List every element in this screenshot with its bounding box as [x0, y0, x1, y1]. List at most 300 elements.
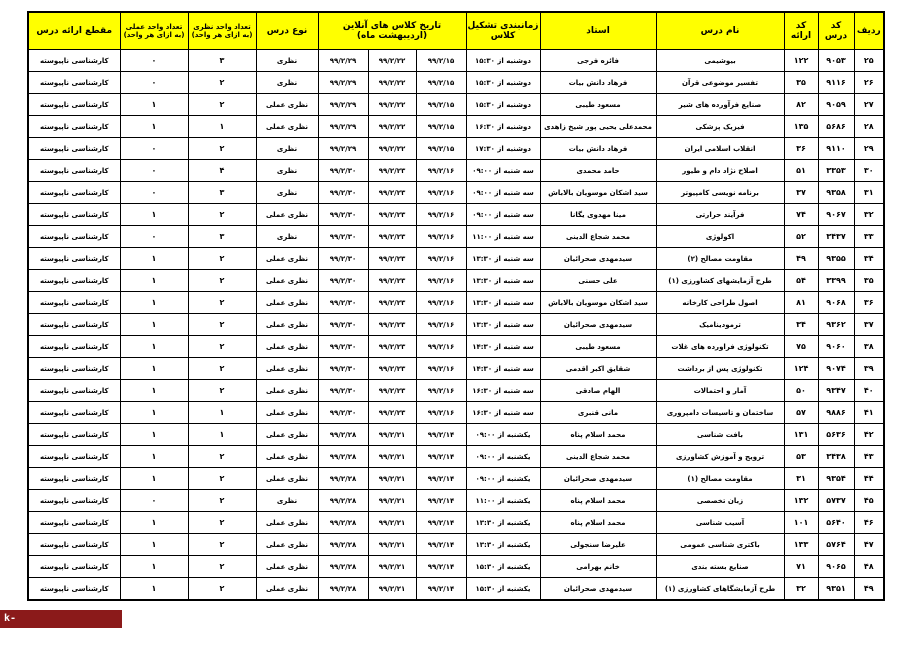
offer-code-cell: ۵۷: [784, 402, 818, 424]
row-number-cell: ۴۹: [854, 578, 884, 601]
course-code-cell: ۹۰۶۷: [818, 204, 854, 226]
row-number-cell: ۳۹: [854, 358, 884, 380]
schedule-cell: سه شنبه از ۱۶:۳۰: [466, 402, 540, 424]
offer-code-cell: ۱۳۳: [784, 534, 818, 556]
level-cell: کارشناسی ناپیوسته: [28, 380, 120, 402]
row-number-cell: ۴۴: [854, 468, 884, 490]
course-type-cell: نظری عملی: [256, 512, 318, 534]
course-name-cell: بیوشیمی: [656, 50, 784, 72]
instructor-cell: فرهاد دانش بیات: [540, 72, 656, 94]
course-name-cell: تفسیر موضوعی قرآن: [656, 72, 784, 94]
online-date-3-cell: ۹۹/۲/۲۸: [318, 556, 368, 578]
practical-units-cell: ۱: [120, 468, 188, 490]
schedule-cell: یکشنبه از ۱۱:۰۰: [466, 490, 540, 512]
course-name-cell: صنایع فرآورده های شیر: [656, 94, 784, 116]
online-date-1-cell: ۹۹/۲/۱۵: [416, 94, 466, 116]
course-code-cell: ۹۰۶۰: [818, 336, 854, 358]
theory-units-cell: ۲: [188, 556, 256, 578]
online-date-3-cell: ۹۹/۲/۲۹: [318, 138, 368, 160]
online-date-1-cell: ۹۹/۲/۱۶: [416, 402, 466, 424]
instructor-cell: سیدمهدی صحرائیان: [540, 248, 656, 270]
course-name-cell: اکولوژی: [656, 226, 784, 248]
course-type-cell: نظری: [256, 490, 318, 512]
table-row: [28, 160, 884, 182]
instructor-cell: مسعود طیبی: [540, 94, 656, 116]
online-date-2-cell: ۹۹/۲/۲۳: [368, 204, 416, 226]
online-date-3-cell: ۹۹/۲/۲۸: [318, 534, 368, 556]
online-date-1-cell: ۹۹/۲/۱۶: [416, 226, 466, 248]
offer-code-cell: ۷۵: [784, 336, 818, 358]
level-cell: کارشناسی ناپیوسته: [28, 72, 120, 94]
offer-code-cell: ۵۳: [784, 446, 818, 468]
online-date-1-cell: ۹۹/۲/۱۶: [416, 248, 466, 270]
theory-units-cell: ۲: [188, 204, 256, 226]
schedule-cell: دوشنبه از ۱۵:۳۰: [466, 72, 540, 94]
level-cell: کارشناسی ناپیوسته: [28, 314, 120, 336]
practical-units-cell: ۱: [120, 270, 188, 292]
online-date-3-cell: ۹۹/۲/۳۰: [318, 358, 368, 380]
course-name-cell: اصلاح نژاد دام و طیور: [656, 160, 784, 182]
schedule-cell: یکشنبه از ۱۵:۳۰: [466, 578, 540, 601]
table-row: [28, 512, 884, 534]
theory-units-cell: ۳: [188, 50, 256, 72]
course-name-cell: مقاومت مصالح (۱): [656, 468, 784, 490]
online-date-1-cell: ۹۹/۲/۱۵: [416, 138, 466, 160]
theory-units-cell: ۲: [188, 446, 256, 468]
course-code-cell: ۹۰۶۸: [818, 292, 854, 314]
schedule-cell: دوشنبه از ۱۶:۳۰: [466, 116, 540, 138]
online-date-1-cell: ۹۹/۲/۱۴: [416, 490, 466, 512]
table-row: [28, 270, 884, 292]
practical-units-cell: ۰: [120, 72, 188, 94]
online-date-2-cell: ۹۹/۲/۲۳: [368, 358, 416, 380]
row-number-cell: ۴۰: [854, 380, 884, 402]
row-number-cell: ۴۷: [854, 534, 884, 556]
offer-code-cell: ۵۰: [784, 380, 818, 402]
table-row: [28, 380, 884, 402]
online-date-1-cell: ۹۹/۲/۱۵: [416, 116, 466, 138]
course-name-cell: تکنولوژی پس از برداشت: [656, 358, 784, 380]
level-cell: کارشناسی ناپیوسته: [28, 248, 120, 270]
instructor-cell: محمد اسلام پناه: [540, 512, 656, 534]
level-cell: کارشناسی ناپیوسته: [28, 226, 120, 248]
online-date-2-cell: ۹۹/۲/۲۲: [368, 138, 416, 160]
online-date-3-cell: ۹۹/۲/۳۰: [318, 204, 368, 226]
practical-units-cell: ۱: [120, 358, 188, 380]
course-type-cell: نظری عملی: [256, 248, 318, 270]
level-cell: کارشناسی ناپیوسته: [28, 182, 120, 204]
schedule-cell: سه شنبه از ۰۹:۰۰: [466, 160, 540, 182]
online-date-1-cell: ۹۹/۲/۱۴: [416, 468, 466, 490]
course-name-cell: ترمودینامیک: [656, 314, 784, 336]
level-cell: کارشناسی ناپیوسته: [28, 336, 120, 358]
online-date-2-cell: ۹۹/۲/۲۳: [368, 380, 416, 402]
instructor-cell: محمدعلی یحیی پور شیخ زاهدی: [540, 116, 656, 138]
online-date-1-cell: ۹۹/۲/۱۶: [416, 204, 466, 226]
online-date-2-cell: ۹۹/۲/۲۲: [368, 50, 416, 72]
online-date-2-cell: ۹۹/۲/۲۱: [368, 424, 416, 446]
online-date-2-cell: ۹۹/۲/۲۳: [368, 182, 416, 204]
online-date-3-cell: ۹۹/۲/۲۸: [318, 424, 368, 446]
row-number-cell: ۲۵: [854, 50, 884, 72]
table-row: [28, 50, 884, 72]
header-course-code: کد درس: [818, 12, 854, 50]
row-number-cell: ۲۹: [854, 138, 884, 160]
offer-code-cell: ۱۳۲: [784, 490, 818, 512]
practical-units-cell: ۱: [120, 336, 188, 358]
offer-code-cell: ۸۲: [784, 94, 818, 116]
level-cell: کارشناسی ناپیوسته: [28, 490, 120, 512]
schedule-cell: یکشنبه از ۰۹:۰۰: [466, 424, 540, 446]
practical-units-cell: ۰: [120, 226, 188, 248]
level-cell: کارشناسی ناپیوسته: [28, 402, 120, 424]
course-type-cell: نظری عملی: [256, 446, 318, 468]
course-type-cell: نظری عملی: [256, 534, 318, 556]
instructor-cell: محمد شجاع الدینی: [540, 226, 656, 248]
row-number-cell: ۳۱: [854, 182, 884, 204]
practical-units-cell: ۱: [120, 116, 188, 138]
online-date-2-cell: ۹۹/۲/۲۲: [368, 72, 416, 94]
level-cell: کارشناسی ناپیوسته: [28, 468, 120, 490]
course-name-cell: فرآیند حرارتی: [656, 204, 784, 226]
schedule-cell: یکشنبه از ۰۹:۰۰: [466, 468, 540, 490]
table-row: [28, 314, 884, 336]
row-number-cell: ۳۰: [854, 160, 884, 182]
online-date-3-cell: ۹۹/۲/۳۰: [318, 182, 368, 204]
instructor-cell: محمد اسلام پناه: [540, 424, 656, 446]
row-number-cell: ۴۳: [854, 446, 884, 468]
practical-units-cell: ۱: [120, 402, 188, 424]
row-number-cell: ۳۴: [854, 248, 884, 270]
course-schedule-sheet: [27, 11, 883, 609]
practical-units-cell: ۰: [120, 50, 188, 72]
course-code-cell: ۹۳۵۵: [818, 248, 854, 270]
table-row: [28, 402, 884, 424]
course-type-cell: نظری: [256, 160, 318, 182]
table-row: [28, 292, 884, 314]
practical-units-cell: ۱: [120, 578, 188, 601]
course-table: [27, 11, 885, 601]
course-code-cell: ۹۱۱۰: [818, 138, 854, 160]
theory-units-cell: ۲: [188, 72, 256, 94]
theory-units-cell: ۲: [188, 512, 256, 534]
table-row: [28, 116, 884, 138]
table-row: [28, 94, 884, 116]
theory-units-cell: ۲: [188, 292, 256, 314]
table-row: [28, 578, 884, 601]
level-cell: کارشناسی ناپیوسته: [28, 138, 120, 160]
online-date-3-cell: ۹۹/۲/۲۹: [318, 116, 368, 138]
online-date-3-cell: ۹۹/۲/۳۰: [318, 226, 368, 248]
course-name-cell: بافت شناسی: [656, 424, 784, 446]
instructor-cell: سیدمهدی صحرائیان: [540, 314, 656, 336]
table-row: [28, 248, 884, 270]
table-row: [28, 534, 884, 556]
table-row: [28, 490, 884, 512]
theory-units-cell: ۲: [188, 138, 256, 160]
course-type-cell: نظری عملی: [256, 358, 318, 380]
theory-units-cell: ۲: [188, 534, 256, 556]
online-date-2-cell: ۹۹/۲/۲۱: [368, 578, 416, 601]
offer-code-cell: ۳۶: [784, 138, 818, 160]
instructor-cell: محمد اسلام پناه: [540, 490, 656, 512]
row-number-cell: ۳۳: [854, 226, 884, 248]
online-date-2-cell: ۹۹/۲/۲۳: [368, 336, 416, 358]
online-date-2-cell: ۹۹/۲/۲۱: [368, 512, 416, 534]
online-date-1-cell: ۹۹/۲/۱۶: [416, 270, 466, 292]
online-date-2-cell: ۹۹/۲/۲۱: [368, 468, 416, 490]
course-code-cell: ۳۴۳۷: [818, 226, 854, 248]
schedule-cell: دوشنبه از ۱۵:۳۰: [466, 50, 540, 72]
course-type-cell: نظری عملی: [256, 556, 318, 578]
online-date-3-cell: ۹۹/۲/۳۰: [318, 292, 368, 314]
site-watermark: k-shahryar.tvu.ac.ir: [0, 610, 122, 628]
online-date-1-cell: ۹۹/۲/۱۶: [416, 182, 466, 204]
offer-code-cell: ۸۱: [784, 292, 818, 314]
level-cell: کارشناسی ناپیوسته: [28, 534, 120, 556]
header-schedule: زمانبندی تشکیل کلاس: [466, 12, 540, 50]
row-number-cell: ۴۱: [854, 402, 884, 424]
course-name-cell: باکتری شناسی عمومی: [656, 534, 784, 556]
instructor-cell: مینا مهدوی یگانا: [540, 204, 656, 226]
offer-code-cell: ۷۱: [784, 556, 818, 578]
level-cell: کارشناسی ناپیوسته: [28, 160, 120, 182]
course-type-cell: نظری عملی: [256, 336, 318, 358]
table-row: [28, 446, 884, 468]
online-date-3-cell: ۹۹/۲/۲۹: [318, 94, 368, 116]
practical-units-cell: ۰: [120, 160, 188, 182]
practical-units-cell: ۱: [120, 248, 188, 270]
online-date-3-cell: ۹۹/۲/۳۰: [318, 270, 368, 292]
course-type-cell: نظری عملی: [256, 578, 318, 601]
practical-units-cell: ۱: [120, 204, 188, 226]
theory-units-cell: ۲: [188, 94, 256, 116]
online-date-1-cell: ۹۹/۲/۱۶: [416, 336, 466, 358]
course-type-cell: نظری عملی: [256, 314, 318, 336]
theory-units-cell: ۱: [188, 116, 256, 138]
course-code-cell: ۵۶۸۶: [818, 116, 854, 138]
online-date-1-cell: ۹۹/۲/۱۶: [416, 358, 466, 380]
online-date-3-cell: ۹۹/۲/۳۰: [318, 314, 368, 336]
online-date-1-cell: ۹۹/۲/۱۴: [416, 556, 466, 578]
table-row: [28, 468, 884, 490]
theory-units-cell: ۲: [188, 270, 256, 292]
header-offer-code: کد ارائه: [784, 12, 818, 50]
course-name-cell: برنامه نویسی کامپیوتر: [656, 182, 784, 204]
schedule-cell: سه شنبه از ۱۴:۳۰: [466, 358, 540, 380]
theory-units-cell: ۳: [188, 226, 256, 248]
online-date-2-cell: ۹۹/۲/۲۳: [368, 160, 416, 182]
course-name-cell: آسیب شناسی: [656, 512, 784, 534]
course-type-cell: نظری عملی: [256, 94, 318, 116]
course-name-cell: مقاومت مصالح (۲): [656, 248, 784, 270]
theory-units-cell: ۱: [188, 402, 256, 424]
online-date-2-cell: ۹۹/۲/۲۳: [368, 226, 416, 248]
schedule-cell: سه شنبه از ۱۴:۳۰: [466, 336, 540, 358]
instructor-cell: الهام صادقی: [540, 380, 656, 402]
online-date-3-cell: ۹۹/۲/۳۰: [318, 248, 368, 270]
online-date-2-cell: ۹۹/۲/۲۱: [368, 446, 416, 468]
online-date-2-cell: ۹۹/۲/۲۲: [368, 116, 416, 138]
header-course-name: نام درس: [656, 12, 784, 50]
course-name-cell: ساختمان و تاسیسات دامپروری: [656, 402, 784, 424]
instructor-cell: شقایق اکبر اقدمی: [540, 358, 656, 380]
theory-units-cell: ۲: [188, 248, 256, 270]
offer-code-cell: ۵۱: [784, 160, 818, 182]
instructor-cell: فائزه فرجی: [540, 50, 656, 72]
offer-code-cell: ۳۷: [784, 182, 818, 204]
theory-units-cell: ۲: [188, 358, 256, 380]
theory-units-cell: ۴: [188, 160, 256, 182]
course-type-cell: نظری: [256, 72, 318, 94]
course-name-cell: آمار و احتمالات: [656, 380, 784, 402]
schedule-cell: سه شنبه از ۱۳:۳۰: [466, 248, 540, 270]
course-code-cell: ۹۳۵۱: [818, 578, 854, 601]
row-number-cell: ۲۸: [854, 116, 884, 138]
online-date-1-cell: ۹۹/۲/۱۴: [416, 424, 466, 446]
online-date-3-cell: ۹۹/۲/۲۹: [318, 72, 368, 94]
online-date-1-cell: ۹۹/۲/۱۴: [416, 534, 466, 556]
online-date-2-cell: ۹۹/۲/۲۲: [368, 94, 416, 116]
row-number-cell: ۳۲: [854, 204, 884, 226]
row-number-cell: ۳۵: [854, 270, 884, 292]
online-date-1-cell: ۹۹/۲/۱۴: [416, 512, 466, 534]
practical-units-cell: ۱: [120, 314, 188, 336]
course-name-cell: طرح آزمایشهای کشاورزی (۱): [656, 270, 784, 292]
level-cell: کارشناسی ناپیوسته: [28, 446, 120, 468]
header-course-type: نوع درس: [256, 12, 318, 50]
offer-code-cell: ۳۴: [784, 314, 818, 336]
row-number-cell: ۴۸: [854, 556, 884, 578]
table-body: [28, 50, 884, 601]
schedule-cell: سه شنبه از ۱۶:۳۰: [466, 380, 540, 402]
table-row: [28, 424, 884, 446]
theory-units-cell: ۳: [188, 182, 256, 204]
practical-units-cell: ۱: [120, 292, 188, 314]
level-cell: کارشناسی ناپیوسته: [28, 512, 120, 534]
theory-units-cell: ۲: [188, 314, 256, 336]
offer-code-cell: ۱۲۲: [784, 50, 818, 72]
course-type-cell: نظری عملی: [256, 402, 318, 424]
offer-code-cell: ۱۰۱: [784, 512, 818, 534]
header-instructor: استاد: [540, 12, 656, 50]
online-date-2-cell: ۹۹/۲/۲۱: [368, 534, 416, 556]
row-number-cell: ۴۵: [854, 490, 884, 512]
row-number-cell: ۴۲: [854, 424, 884, 446]
course-code-cell: ۳۳۹۹: [818, 270, 854, 292]
schedule-cell: دوشنبه از ۱۵:۳۰: [466, 94, 540, 116]
level-cell: کارشناسی ناپیوسته: [28, 424, 120, 446]
course-code-cell: ۹۰۶۵: [818, 556, 854, 578]
level-cell: کارشناسی ناپیوسته: [28, 204, 120, 226]
course-code-cell: ۹۳۵۴: [818, 468, 854, 490]
online-date-1-cell: ۹۹/۲/۱۴: [416, 446, 466, 468]
course-name-cell: ترویج و آموزش کشاورزی: [656, 446, 784, 468]
offer-code-cell: ۵۴: [784, 270, 818, 292]
online-date-1-cell: ۹۹/۲/۱۵: [416, 50, 466, 72]
offer-code-cell: ۱۳۱: [784, 424, 818, 446]
header-level: مقطع ارائه درس: [28, 12, 120, 50]
practical-units-cell: ۰: [120, 138, 188, 160]
course-type-cell: نظری عملی: [256, 270, 318, 292]
table-row: [28, 72, 884, 94]
table-row: [28, 556, 884, 578]
theory-units-cell: ۲: [188, 468, 256, 490]
schedule-cell: دوشنبه از ۱۷:۳۰: [466, 138, 540, 160]
practical-units-cell: ۱: [120, 446, 188, 468]
table-row: [28, 182, 884, 204]
header-row: [28, 12, 884, 50]
online-date-1-cell: ۹۹/۲/۱۶: [416, 314, 466, 336]
schedule-cell: سه شنبه از ۰۹:۰۰: [466, 204, 540, 226]
course-code-cell: ۹۸۸۶: [818, 402, 854, 424]
practical-units-cell: ۱: [120, 534, 188, 556]
theory-units-cell: ۱: [188, 424, 256, 446]
online-date-2-cell: ۹۹/۲/۲۳: [368, 292, 416, 314]
online-date-3-cell: ۹۹/۲/۲۸: [318, 446, 368, 468]
schedule-cell: سه شنبه از ۱۳:۳۰: [466, 314, 540, 336]
online-date-3-cell: ۹۹/۲/۳۰: [318, 380, 368, 402]
schedule-cell: سه شنبه از ۱۳:۳۰: [466, 270, 540, 292]
level-cell: کارشناسی ناپیوسته: [28, 50, 120, 72]
online-date-3-cell: ۹۹/۲/۲۸: [318, 578, 368, 601]
online-date-2-cell: ۹۹/۲/۲۳: [368, 402, 416, 424]
course-type-cell: نظری: [256, 50, 318, 72]
online-date-3-cell: ۹۹/۲/۲۸: [318, 468, 368, 490]
course-code-cell: ۵۷۶۴: [818, 534, 854, 556]
schedule-cell: یکشنبه از ۱۳:۳۰: [466, 512, 540, 534]
instructor-cell: سید اشکان موسویان بالاباش: [540, 182, 656, 204]
course-type-cell: نظری: [256, 138, 318, 160]
course-name-cell: صنایع بسته بندی: [656, 556, 784, 578]
instructor-cell: خانم بهرامی: [540, 556, 656, 578]
instructor-cell: سید اشکان موسویان بالاباش: [540, 292, 656, 314]
course-code-cell: ۹۰۵۳: [818, 50, 854, 72]
practical-units-cell: ۱: [120, 380, 188, 402]
instructor-cell: حامد محمدی: [540, 160, 656, 182]
instructor-cell: سیدمهدی صحرائیان: [540, 578, 656, 601]
offer-code-cell: ۴۹: [784, 248, 818, 270]
online-date-3-cell: ۹۹/۲/۳۰: [318, 160, 368, 182]
online-date-1-cell: ۹۹/۲/۱۶: [416, 292, 466, 314]
course-type-cell: نظری: [256, 182, 318, 204]
schedule-cell: سه شنبه از ۱۱:۰۰: [466, 226, 540, 248]
offer-code-cell: ۵۲: [784, 226, 818, 248]
course-code-cell: ۹۳۴۷: [818, 380, 854, 402]
instructor-cell: علیرضا سنجولی: [540, 534, 656, 556]
online-date-3-cell: ۹۹/۲/۳۰: [318, 336, 368, 358]
online-date-1-cell: ۹۹/۲/۱۴: [416, 578, 466, 601]
offer-code-cell: ۱۳۵: [784, 116, 818, 138]
course-name-cell: فیزیک پزشکی: [656, 116, 784, 138]
schedule-cell: یکشنبه از ۱۵:۳۰: [466, 556, 540, 578]
online-date-2-cell: ۹۹/۲/۲۱: [368, 556, 416, 578]
online-date-3-cell: ۹۹/۲/۳۰: [318, 402, 368, 424]
level-cell: کارشناسی ناپیوسته: [28, 578, 120, 601]
schedule-cell: سه شنبه از ۰۹:۰۰: [466, 182, 540, 204]
course-code-cell: ۹۰۵۹: [818, 94, 854, 116]
instructor-cell: علی حسنی: [540, 270, 656, 292]
practical-units-cell: ۰: [120, 182, 188, 204]
level-cell: کارشناسی ناپیوسته: [28, 270, 120, 292]
course-code-cell: ۹۱۱۶: [818, 72, 854, 94]
offer-code-cell: ۳۲: [784, 578, 818, 601]
practical-units-cell: ۱: [120, 94, 188, 116]
header-online-dates: تاریخ کلاس های آنلاین (اردیبهشت ماه): [318, 12, 466, 50]
course-code-cell: ۵۶۴۰: [818, 512, 854, 534]
course-code-cell: ۵۶۳۶: [818, 424, 854, 446]
practical-units-cell: ۱: [120, 556, 188, 578]
